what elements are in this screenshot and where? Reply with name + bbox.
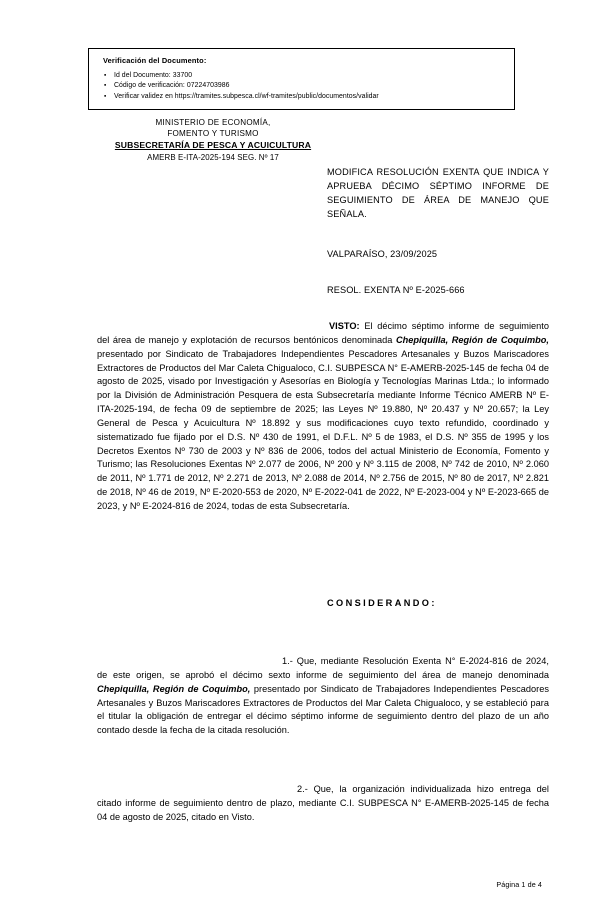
considerando-item-2-text: Que, la organización individualizada hizo entrega del citado informe de seguimiento dentro de plazo, mediante C.I. SUBPESCA N° E-AMERB-2025-145 de fecha 04 de agosto de 2025, citado en Visto.: [97, 784, 549, 822]
verification-item-list: [103, 71, 504, 102]
verification-item-label: Id del Documento: 33700: [114, 72, 193, 79]
considerando-item-1-text-part-1: Que, mediante Resolución Exenta N° E-2024-816 de 2024, de este origen, se aprobó el décimo sexto informe de seguimiento del área de manejo denominada: [97, 656, 549, 680]
considerando-item-2-number: 2.-: [297, 784, 308, 794]
page-number-footer: Página 1 de 4: [496, 880, 542, 889]
amerb-reference-line: AMERB E-ITA-2025-194 SEG. Nº 17: [147, 153, 279, 163]
bullet-icon: ▪: [104, 92, 107, 100]
subsecretaria-line: SUBSECRETARÍA DE PESCA Y ACUICULTURA: [114, 140, 312, 151]
verification-item-document-id: [103, 71, 504, 81]
area-name-chepiquilla: Chepiquilla, Región de Coquimbo,: [97, 683, 251, 694]
verification-item-label: Código de verificación: 07224703986: [114, 82, 230, 90]
area-name-chepiquilla: Chepiquilla, Región de Coquimbo,: [395, 334, 549, 345]
considerando-item-1-paragraph: [97, 655, 549, 738]
verification-item-label: Verificar validez en https://tramites.subpesca.cl/wf-tramites/public/documentos/validar: [114, 92, 379, 100]
resolution-number: RESOL. EXENTA Nº E-2025-666: [327, 285, 465, 295]
verification-item-code: [103, 81, 504, 91]
visto-text-part-2: presentado por Sindicato de Trabajadores Independientes Pescadores Artesanales y Buzos Mariscadores Extractores de Productos del Mar Caleta Chigualoco, C.I. SUBPESCA N° E-AMERB-2025-145 de fecha 04 de agosto de 2025, visado por Investigación y Asesorías en Biología y Tecnologías Marinas Ltda.; lo informado por la División de Administración Pesquera de esta Subsecretaría mediante Informe Técnico AMERB Nº E-ITA-2025-194, de fecha 09 de septiembre de 2025; las Leyes Nº 19.880, Nº 20.437 y Nº 20.657; la Ley General de Pesca y Acuicultura Nº 18.892 y sus modificaciones cuyo texto refundido, coordinado y sistematizado fue fijado por el D.S. Nº 430 de 1991, el D.F.L. Nº 5 de 1983, el D.S. Nº 355 de 1995 y los Decretos Exentos Nº 730 de 2003 y Nº 836 de 2006, todos del actual Ministerio de Economía, Fomento y Turismo; las Resoluciones Exentas Nº 2.077 de 2006, Nº 200 y Nº 3.115 de 2008, Nº 742 de 2010, Nº 2.060 de 2011, Nº 1.771 de 2012, Nº 2.271 de 2013, Nº 2.088 de 2014, Nº 2.756 de 2015, Nº 80 de 2017, Nº 2.821 de 2018, Nº 46 de 2019, Nº E-2020-553 de 2020, Nº E-2022-041 de 2022, Nº E-2023-004 y Nº E-2023-665 de 2023, y Nº E-2024-816 de 2024, todas de esta Subsecretaría.: [97, 348, 549, 511]
considerando-item-2: [97, 783, 549, 838]
visto-text-part-1: El décimo séptimo informe de seguimiento del área de manejo y explotación de recursos bentónicos denominada: [97, 321, 549, 345]
considerando-heading: CONSIDERANDO:: [327, 598, 437, 608]
bullet-icon: ▪: [104, 72, 107, 79]
ministry-line-1: MINISTERIO DE ECONOMÍA,: [155, 118, 271, 127]
considerando-item-1-number: 1.-: [282, 656, 293, 666]
document-subject-title: MODIFICA RESOLUCIÓN EXENTA QUE INDICA Y APRUEBA DÉCIMO SÉPTIMO INFORME DE SEGUIMIENTO DE ÁREA DE MANEJO QUE SEÑALA.: [327, 167, 549, 219]
considerando-item-1: [97, 655, 549, 751]
considerando-item-2-paragraph: [97, 783, 549, 825]
place-and-date: VALPARAÍSO, 23/09/2025: [327, 249, 438, 259]
ministry-line-2: FOMENTO Y TURISMO: [167, 128, 259, 138]
visto-section: [97, 320, 549, 527]
document-verification-box: [88, 48, 515, 110]
visto-label: VISTO:: [329, 321, 360, 331]
visto-paragraph: [97, 320, 549, 514]
verification-item-url: [103, 92, 504, 102]
organization-header: [63, 118, 363, 164]
verification-title: Verificación del Documento:: [103, 56, 207, 65]
considerando-item-1-text-part-2: presentado por Sindicato de Trabajadores Independientes Pescadores Artesanales y Buzos Mariscadores Extractores de Productos del Mar Caleta Chigualoco, y se estableció para el titular la obligación de entregar el décimo séptimo informe de seguimiento dentro del plazo de un año contado desde la fecha de la citada resolución.: [97, 683, 549, 736]
bullet-icon: ▪: [104, 82, 107, 90]
